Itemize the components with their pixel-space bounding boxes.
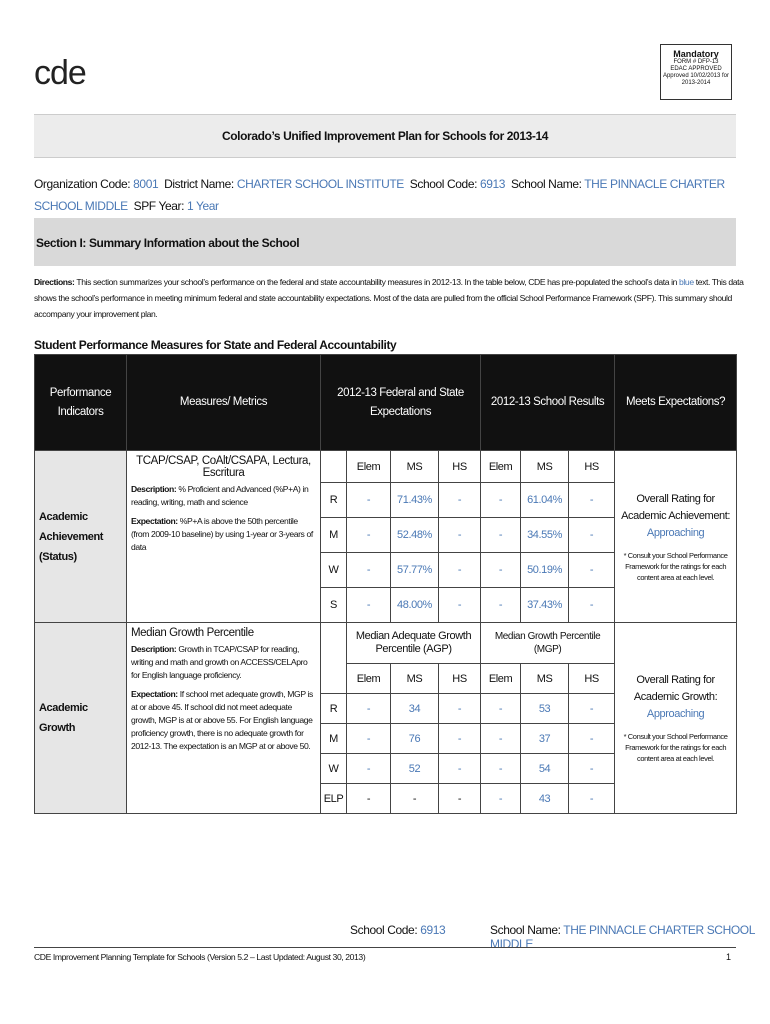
level-header: MS <box>521 664 569 694</box>
result-cell: - <box>481 483 521 518</box>
result-cell: 37 <box>521 724 569 754</box>
subject-cell: M <box>321 518 347 553</box>
rating-label: Overall Rating for Academic Growth: <box>633 674 718 703</box>
stamp-line: EDAC APPROVED <box>670 66 722 72</box>
measure-description: Description: % Proficient and Advanced (%P+A) in reading, writing, math and science <box>131 484 309 507</box>
result-cell: - <box>481 694 521 724</box>
expectation-cell: - <box>439 518 481 553</box>
header-measures: Measures/ Metrics <box>127 355 321 451</box>
subject-cell: R <box>321 694 347 724</box>
expectation-cell: - <box>391 784 439 814</box>
level-header: MS <box>391 664 439 694</box>
footer-divider <box>34 947 736 948</box>
level-header: Elem <box>347 664 391 694</box>
expectation-cell: - <box>439 754 481 784</box>
expectation-cell: 52 <box>391 754 439 784</box>
footer-school-name: School Name: THE PINNACLE CHARTER SCHOOL MIDDLE <box>490 923 755 951</box>
indicator-achievement: Academic Achievement (Status) <box>35 451 127 623</box>
result-cell: - <box>569 754 615 784</box>
achievement-rating <box>615 451 737 623</box>
stamp-line: Approved 10/02/2013 for 2013-2014 <box>662 73 730 86</box>
expectation-cell: 76 <box>391 724 439 754</box>
result-cell: 37.43% <box>521 588 569 623</box>
header-indicators: Performance Indicators <box>35 355 127 451</box>
indicator-growth: Academic Growth <box>35 623 127 814</box>
expectation-cell: - <box>347 518 391 553</box>
subject-cell: S <box>321 588 347 623</box>
directions-label: Directions: <box>34 277 75 287</box>
result-cell: - <box>569 553 615 588</box>
school-name-label: School Name: <box>510 177 582 191</box>
mandatory-stamp <box>660 44 732 100</box>
page-number: 1 <box>726 952 732 962</box>
subject-cell: R <box>321 483 347 518</box>
performance-table <box>34 354 737 814</box>
expectation-cell: - <box>439 588 481 623</box>
expectation-cell: - <box>347 694 391 724</box>
organization-info <box>34 173 744 217</box>
measure-title: TCAP/CSAP, CoAlt/CSAPA, Lectura, Escritura <box>136 455 311 479</box>
rating-note: * Consult your School Performance Framework for the ratings for each content area at each level. <box>623 550 728 582</box>
level-header: MS <box>391 451 439 483</box>
school-code-label: School Code: <box>409 177 478 191</box>
result-cell: - <box>569 588 615 623</box>
expectation-cell: - <box>439 553 481 588</box>
rating-label: Overall Rating for Academic Achievement: <box>621 492 731 522</box>
expectation-cell: - <box>347 784 391 814</box>
spf-value: 1 Year <box>186 199 219 213</box>
title-bar <box>34 114 736 158</box>
directions <box>34 274 744 322</box>
directions-text: This section summarizes your school’s performance on the federal and state accountability measures in 2012-13. In the table below, CDE has pre-populated the school’s data in <box>76 277 678 287</box>
result-cell: - <box>569 483 615 518</box>
header-results: 2012-13 School Results <box>481 355 615 451</box>
page-title: Colorado’s Unified Improvement Plan for Schools for 2013-14 <box>221 129 549 143</box>
footer-school-code: School Code: 6913 <box>350 923 446 937</box>
level-header: HS <box>569 451 615 483</box>
measure-expectation: Expectation: %P+A is above the 50th percentile (from 2009-10 baseline) by using 1-year or 3-years of data <box>131 516 313 552</box>
rating-value: Approaching <box>646 708 705 720</box>
result-cell: 43 <box>521 784 569 814</box>
header-expectations: 2012-13 Federal and State Expectations <box>321 355 481 451</box>
expectation-cell: 71.43% <box>391 483 439 518</box>
stamp-line: Mandatory <box>673 49 719 59</box>
level-header: Elem <box>481 451 521 483</box>
result-cell: 34.55% <box>521 518 569 553</box>
measure-expectation: Expectation: If school met adequate growth, MGP is at or above 45. If school did not meet adequate growth, MGP is at or above 55. For English language proficiency growth, there is no adequate growth for 2012-13. The expectation is an MGP at or above 50. <box>131 689 313 751</box>
level-header: MS <box>521 451 569 483</box>
growth-rating <box>615 623 737 814</box>
org-code-label: Organization Code: <box>34 177 131 191</box>
table-title: Student Performance Measures for State and Federal Accountability <box>34 338 397 352</box>
result-cell: - <box>481 754 521 784</box>
spf-label: SPF Year: <box>133 199 185 213</box>
expectation-cell: - <box>439 784 481 814</box>
measure-title: Median Growth Percentile <box>131 627 254 639</box>
section-title: Section I: Summary Information about the School <box>36 236 300 250</box>
level-header: HS <box>439 451 481 483</box>
school-code-value: 6913 <box>479 177 506 191</box>
table-header-row <box>35 355 737 451</box>
result-cell: - <box>481 784 521 814</box>
blank-cell <box>321 451 347 483</box>
expectation-cell: - <box>439 483 481 518</box>
district-value: CHARTER SCHOOL INSTITUTE <box>236 177 404 191</box>
expectation-cell: - <box>347 553 391 588</box>
expectation-cell: 34 <box>391 694 439 724</box>
table-row <box>35 623 737 664</box>
rating-note: * Consult your School Performance Framework for the ratings for each content area at each level. <box>623 732 728 763</box>
table-row <box>35 451 737 483</box>
org-code-value: 8001 <box>133 177 159 191</box>
blank-cell <box>321 623 347 694</box>
stamp-line: FORM # DFP-13 <box>673 59 719 65</box>
level-header: HS <box>439 664 481 694</box>
header-meets: Meets Expectations? <box>615 355 737 451</box>
measure-achievement <box>127 451 321 623</box>
cde-logo: cde <box>34 54 86 92</box>
expectation-cell: 57.77% <box>391 553 439 588</box>
footer-template-info: CDE Improvement Planning Template for Schools (Version 5.2 – Last Updated: August 30, 2013) <box>34 952 366 962</box>
result-cell: 54 <box>521 754 569 784</box>
result-cell: - <box>481 518 521 553</box>
subject-cell: M <box>321 724 347 754</box>
level-header: HS <box>569 664 615 694</box>
subject-cell: ELP <box>321 784 347 814</box>
result-cell: - <box>569 724 615 754</box>
result-cell: - <box>569 694 615 724</box>
measure-growth <box>127 623 321 814</box>
mgp-header: Median Growth Percentile (MGP) <box>481 623 615 664</box>
expectation-cell: - <box>347 588 391 623</box>
level-header: Elem <box>347 451 391 483</box>
section-bar <box>34 218 736 266</box>
agp-header: Median Adequate Growth Percentile (AGP) <box>347 623 481 664</box>
expectation-cell: - <box>439 694 481 724</box>
subject-cell: W <box>321 553 347 588</box>
result-cell: - <box>569 784 615 814</box>
result-cell: - <box>481 588 521 623</box>
result-cell: 53 <box>521 694 569 724</box>
district-label: District Name: <box>164 177 234 191</box>
rating-value: Approaching <box>646 526 705 539</box>
directions-text: text. This data shows the school’s performance in meeting minimum federal and state accountability expectations. Most of the data are pulled from the official School Performance Framework (SPF). This summary should accompany your improvement plan. <box>34 277 744 319</box>
school-name-value: THE PINNACLE CHARTER SCHOOL MIDDLE <box>34 177 725 213</box>
result-cell: - <box>481 724 521 754</box>
directions-blue-word: blue <box>679 277 694 287</box>
result-cell: 50.19% <box>521 553 569 588</box>
result-cell: 61.04% <box>521 483 569 518</box>
level-header: Elem <box>481 664 521 694</box>
result-cell: - <box>481 553 521 588</box>
result-cell: - <box>569 518 615 553</box>
expectation-cell: 52.48% <box>391 518 439 553</box>
subject-cell: W <box>321 754 347 784</box>
expectation-cell: 48.00% <box>391 588 439 623</box>
measure-description: Description: Growth in TCAP/CSAP for reading, writing and math and growth on ACCESS/CELApro for English language proficiency. <box>131 644 308 680</box>
expectation-cell: - <box>439 724 481 754</box>
expectation-cell: - <box>347 754 391 784</box>
expectation-cell: - <box>347 483 391 518</box>
expectation-cell: - <box>347 724 391 754</box>
